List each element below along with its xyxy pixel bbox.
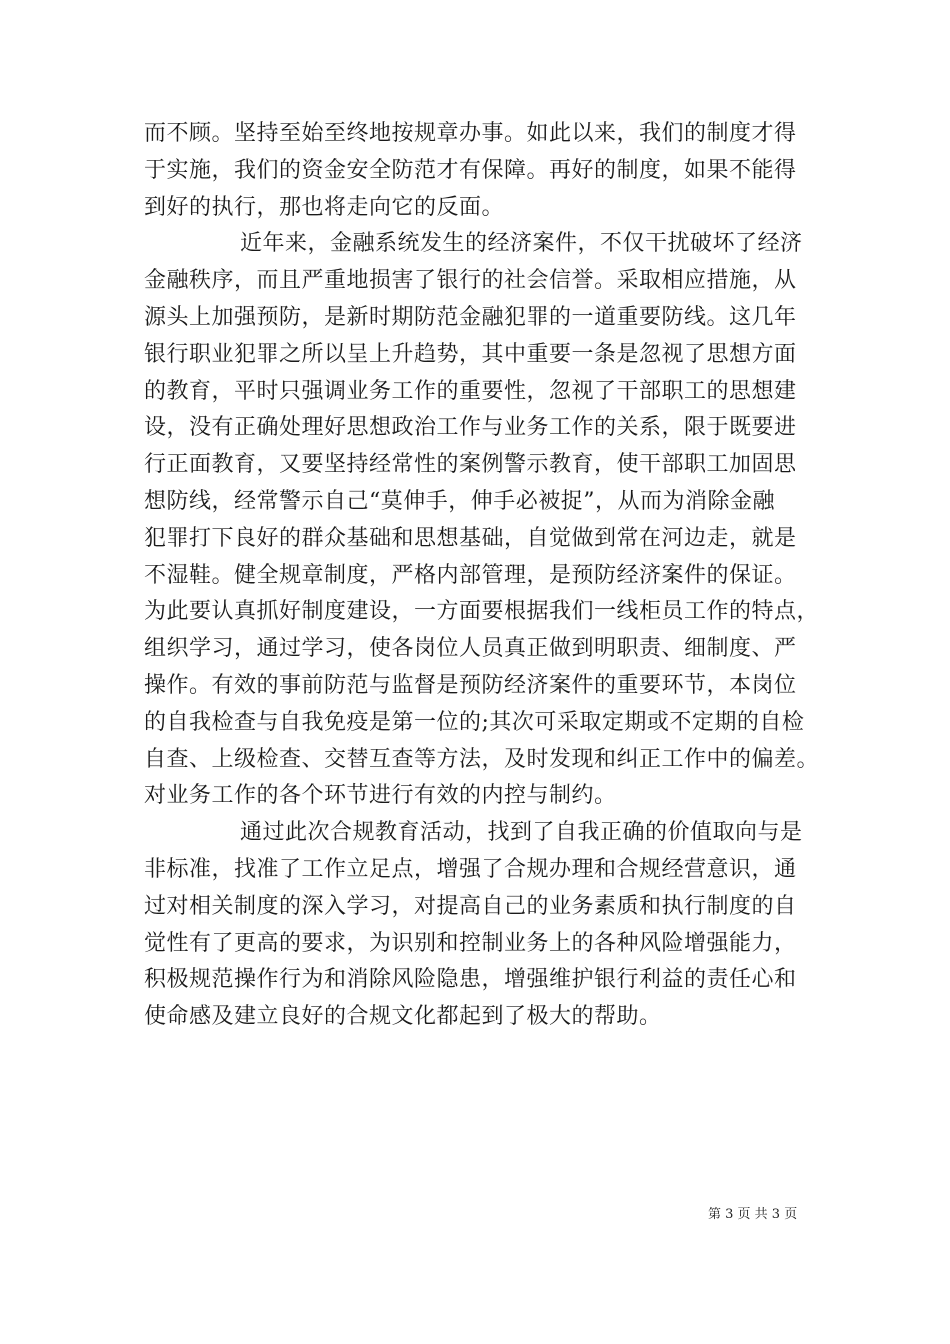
body-text <box>144 116 820 1036</box>
page-number-footer: 第 3 页 共 3 页 <box>708 1207 798 1222</box>
text-line: 犯罪打下良好的群众基础和思想基础，自觉做到常在河边走，就是 <box>144 525 797 551</box>
text-line: 组织学习，通过学习，使各岗位人员真正做到明职责、细制度、严 <box>144 636 797 662</box>
text-line: 操作。有效的事前防范与监督是预防经济案件的重要环节，本岗位 <box>144 672 797 698</box>
text-line: 通过此次合规教育活动，找到了自我正确的价值取向与是 <box>240 820 803 846</box>
text-line: 自查、上级检查、交替互查等方法，及时发现和纠正工作中的偏差。 <box>144 746 820 772</box>
text-line: 源头上加强预防，是新时期防范金融犯罪的一道重要防线。这几年 <box>144 304 797 330</box>
text-line: 非标准，找准了工作立足点，增强了合规办理和合规经营意识，通 <box>144 856 797 882</box>
text-line: 于实施，我们的资金安全防范才有保障。再好的制度，如果不能得 <box>144 157 797 183</box>
text-line: 对业务工作的各个环节进行有效的内控与制约。 <box>144 783 617 809</box>
text-line: 觉性有了更高的要求，为识别和控制业务上的各种风险增强能力， <box>144 930 797 956</box>
text-line: 设，没有正确处理好思想政治工作与业务工作的关系，限于既要进 <box>144 415 797 441</box>
text-line: 的自我检查与自我免疫是第一位的;其次可采取定期或不定期的自检 <box>144 709 805 735</box>
text-line: 为此要认真抓好制度建设，一方面要根据我们一线柜员工作的特点， <box>144 599 820 625</box>
text-line: 近年来，金融系统发生的经济案件，不仅干扰破坏了经济 <box>240 231 803 257</box>
text-line: 积极规范操作行为和消除风险隐患，增强维护银行利益的责任心和 <box>144 967 797 993</box>
text-line: 过对相关制度的深入学习，对提高自己的业务素质和执行制度的自 <box>144 893 797 919</box>
text-line: 银行职业犯罪之所以呈上升趋势，其中重要一条是忽视了思想方面 <box>144 341 797 367</box>
text-line: 而不顾。坚持至始至终地按规章办事。如此以来，我们的制度才得 <box>144 121 797 146</box>
text-line: 想防线，经常警示自己“莫伸手，伸手必被捉”，从而为消除金融 <box>144 488 775 514</box>
text-line: 行正面教育，又要坚持经常性的案例警示教育，使干部职工加固思 <box>144 452 797 478</box>
text-line: 的教育，平时只强调业务工作的重要性，忽视了干部职工的思想建 <box>144 378 797 404</box>
text-line: 到好的执行，那也将走向它的反面。 <box>144 194 505 220</box>
text-line: 使命感及建立良好的合规文化都起到了极大的帮助。 <box>144 1004 662 1030</box>
text-line: 金融秩序，而且严重地损害了银行的社会信誉。采取相应措施，从 <box>144 268 797 294</box>
text-line: 不湿鞋。健全规章制度，严格内部管理，是预防经济案件的保证。 <box>144 562 797 588</box>
